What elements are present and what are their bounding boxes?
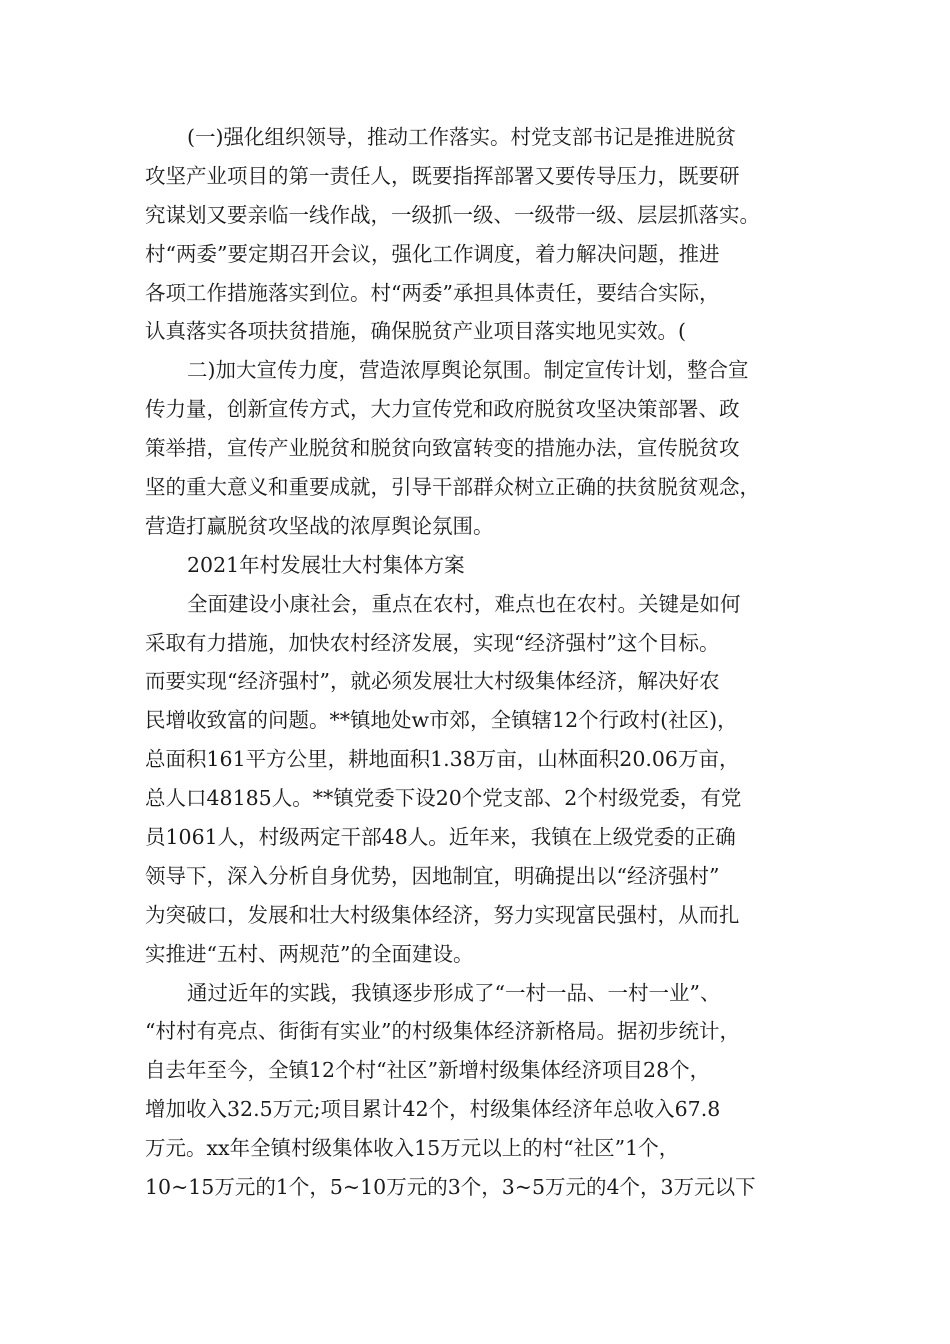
text-line: 各项工作措施落实到位。村“两委”承担具体责任，要结合实际，	[145, 280, 720, 305]
text-line: 全面建设小康社会，重点在农村，难点也在农村。关键是如何	[187, 591, 741, 616]
text-line: 村“两委”要定期召开会议，强化工作调度，着力解决问题，推进	[145, 241, 720, 266]
text-line: 实推进“五村、两规范”的全面建设。	[145, 941, 474, 966]
document-body	[145, 118, 815, 1207]
text-line: 传力量，创新宣传方式，大力宣传党和政府脱贫攻坚决策部署、政	[145, 397, 740, 422]
text-line: 增加收入32.5万元;项目累计42个，村级集体经济年总收入67.8	[145, 1097, 721, 1122]
text-line: 策举措，宣传产业脱贫和脱贫向致富转变的措施办法，宣传脱贫攻	[145, 436, 740, 461]
text-line: 而要实现“经济强村”，就必须发展壮大村级集体经济，解决好农	[145, 669, 720, 694]
text-line: 为突破口，发展和壮大村级集体经济，努力实现富民强村，从而扎	[145, 902, 740, 927]
text-line: 认真落实各项扶贫措施，确保脱贫产业项目落实地见实效。(	[145, 319, 686, 344]
text-line: 员1061人，村级两定干部48人。近年来，我镇在上级党委的正确	[145, 825, 736, 850]
text-line: 自去年至今，全镇12个村“社区”新增村级集体经济项目28个，	[145, 1058, 711, 1083]
text-line: (一)强化组织领导，推动工作落实。村党支部书记是推进脱贫	[187, 125, 736, 149]
text-line: “村村有亮点、街街有实业”的村级集体经济新格局。据初步统计，	[145, 1019, 740, 1044]
text-line: 坚的重大意义和重要成就，引导干部群众树立正确的扶贫脱贫观念，	[145, 475, 760, 500]
text-line: 总面积161平方公里，耕地面积1.38万亩，山林面积20.06万亩，	[145, 747, 740, 772]
text-line: 10~15万元的1个，5~10万元的3个，3~5万元的4个，3万元以下	[145, 1175, 756, 1200]
text-line: 通过近年的实践，我镇逐步形成了“一村一品、一村一业”、	[187, 980, 721, 1005]
text-line: 2021年村发展壮大村集体方案	[187, 552, 465, 577]
text-line: 领导下，深入分析自身优势，因地制宜，明确提出以“经济强村”	[145, 863, 720, 888]
text-line: 万元。xx年全镇村级集体收入15万元以上的村“社区”1个，	[145, 1136, 680, 1161]
text-line: 究谋划又要亲临一线作战，一级抓一级、一级带一级、层层抓落实。	[145, 202, 760, 227]
text-line: 营造打赢脱贫攻坚战的浓厚舆论氛围。	[145, 513, 494, 538]
text-line: 民增收致富的问题。**镇地处w市郊，全镇辖12个行政村(社区)，	[145, 708, 738, 733]
text-line: 总人口48185人。**镇党委下设20个党支部、2个村级党委，有党	[145, 786, 742, 811]
text-line: 二)加大宣传力度，营造浓厚舆论氛围。制定宣传计划，整合宣	[187, 358, 749, 383]
text-line: 攻坚产业项目的第一责任人，既要指挥部署又要传导压力，既要研	[145, 163, 740, 188]
text-line: 采取有力措施，加快农村经济发展，实现“经济强村”这个目标。	[145, 630, 720, 655]
